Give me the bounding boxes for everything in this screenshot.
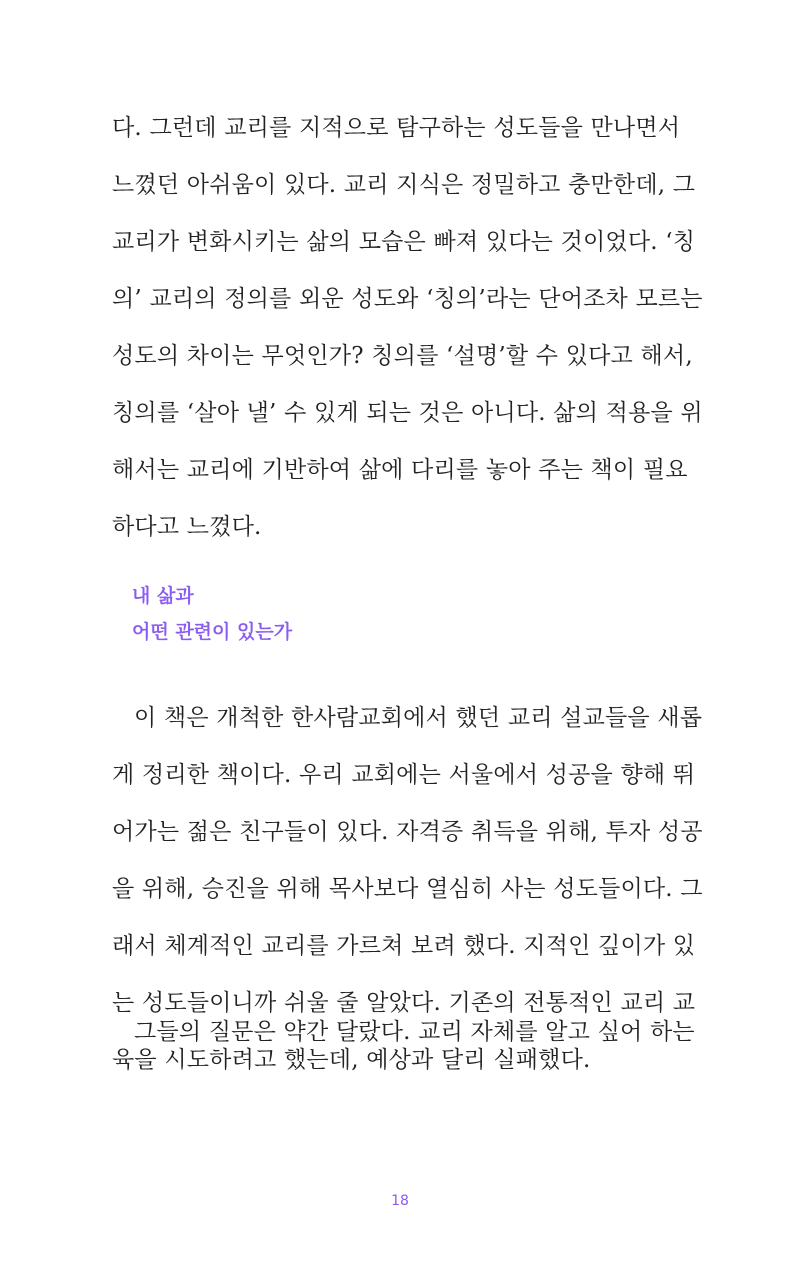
text-line: 게 정리한 책이다. 우리 교회에는 서울에서 성공을 향해 뛰 bbox=[112, 762, 696, 788]
paragraph-1 bbox=[112, 100, 703, 556]
section-heading bbox=[132, 578, 292, 650]
text-line: 하다고 느꼈다. bbox=[112, 514, 262, 540]
text-line: 육을 시도하려고 했는데, 예상과 달리 실패했다. bbox=[112, 1047, 591, 1073]
text-line: 이 책은 개척한 한사람교회에서 했던 교리 설교들을 새롭 bbox=[134, 705, 703, 731]
text-line: 어가는 젊은 친구들이 있다. 자격증 취득을 위해, 투자 성공 bbox=[112, 819, 703, 845]
text-line: 성도의 차이는 무엇인가? 칭의를 ‘설명’할 수 있다고 해서, bbox=[112, 343, 693, 369]
text-line: 을 위해, 승진을 위해 목사보다 열심히 사는 성도들이다. 그 bbox=[112, 876, 703, 902]
page-number: 18 bbox=[391, 1193, 409, 1209]
section-heading-line-1: 내 삶과 bbox=[132, 585, 194, 607]
text-line: 는 성도들이니까 쉬울 줄 알았다. 기존의 전통적인 교리 교 bbox=[112, 990, 696, 1016]
text-line: 그들의 질문은 약간 달랐다. 교리 자체를 알고 싶어 하는 bbox=[134, 1019, 695, 1045]
text-line: 다. 그런데 교리를 지적으로 탐구하는 성도들을 만나면서 bbox=[112, 115, 681, 141]
text-line: 느꼈던 아쉬움이 있다. 교리 지식은 정밀하고 충만한데, 그 bbox=[112, 172, 696, 198]
text-line: 해서는 교리에 기반하여 삶에 다리를 놓아 주는 책이 필요 bbox=[112, 457, 688, 483]
paragraph-3 bbox=[112, 1004, 695, 1061]
text-line: 칭의를 ‘살아 낼’ 수 있게 되는 것은 아니다. 삶의 적용을 위 bbox=[112, 400, 703, 426]
text-line: 의’ 교리의 정의를 외운 성도와 ‘칭의’라는 단어조차 모르는 bbox=[112, 286, 703, 312]
text-line: 교리가 변화시키는 삶의 모습은 빠져 있다는 것이었다. ‘칭 bbox=[112, 229, 696, 255]
text-line: 래서 체계적인 교리를 가르쳐 보려 했다. 지적인 깊이가 있 bbox=[112, 933, 696, 959]
section-heading-line-2: 어떤 관련이 있는가 bbox=[132, 621, 293, 643]
